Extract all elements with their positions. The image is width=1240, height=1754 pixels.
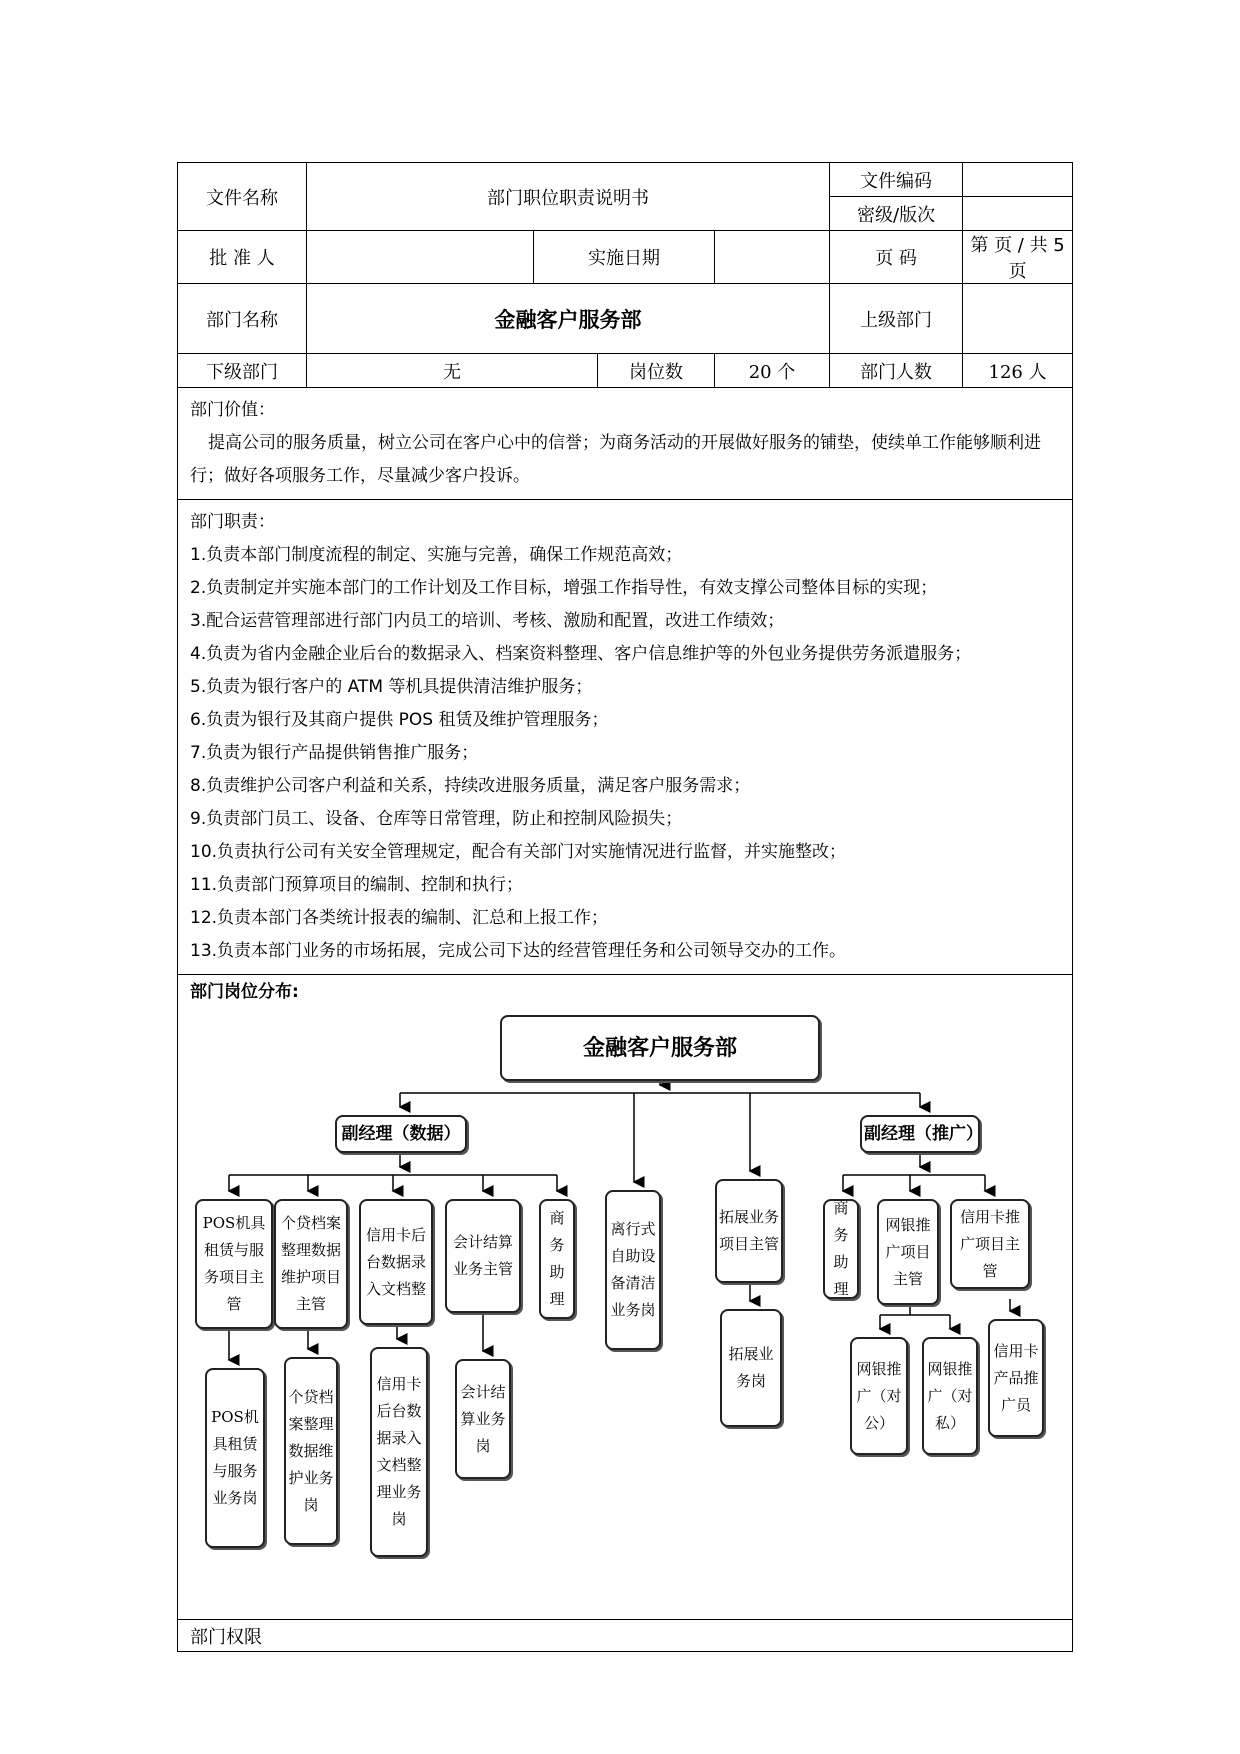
org-card-backend-supervisor: 信用卡后台数据录入文档整 — [359, 1199, 433, 1325]
org-pos-staff: POS机具租赁与服务业务岗 — [205, 1368, 265, 1548]
security-label: 密级/版次 — [830, 197, 963, 231]
duty-item: 11.负责部门预算项目的编制、控制和执行； — [190, 875, 524, 895]
org-expansion-supervisor: 拓展业务项目主管 — [715, 1179, 783, 1283]
duty-item: 13.负责本部门业务的市场拓展，完成公司下达的经营管理任务和公司领导交办的工作。 — [190, 941, 847, 961]
approver-value — [307, 231, 534, 284]
info-table — [177, 162, 1073, 1652]
headcount-value: 126 人 — [963, 354, 1073, 388]
parent-dept-label: 上级部门 — [830, 284, 963, 354]
org-biz-assistant-2: 商务助理 — [823, 1199, 859, 1299]
org-ebank-private: 网银推广（对私） — [922, 1337, 978, 1455]
org-ebank-corp: 网银推广（对公） — [850, 1337, 908, 1455]
duty-item: 6.负责为银行及其商户提供 POS 租赁及维护管理服务； — [190, 710, 609, 730]
page-label: 页 码 — [830, 231, 963, 284]
dept-duties-section — [178, 500, 1073, 975]
file-name-label: 文件名称 — [178, 163, 307, 231]
positions-value: 20 个 — [715, 354, 830, 388]
duty-item: 2.负责制定并实施本部门的工作计划及工作目标，增强工作指导性，有效支撑公司整体目标的实现； — [190, 578, 938, 598]
duty-item: 9.负责部门员工、设备、仓库等日常管理，防止和控制风险损失； — [190, 809, 683, 829]
impl-date-value — [715, 231, 830, 284]
duty-item: 10.负责执行公司有关安全管理规定，配合有关部门对实施情况进行监督，并实施整改； — [190, 842, 847, 862]
sub-dept-label: 下级部门 — [178, 354, 307, 388]
org-loan-staff: 个贷档案整理数据维护业务岗 — [284, 1357, 338, 1545]
document — [177, 162, 1072, 1652]
org-atm-clean: 离行式自助设备清洁业务岗 — [605, 1190, 661, 1350]
org-root: 金融客户服务部 — [500, 1015, 820, 1081]
approver-label: 批 准 人 — [178, 231, 307, 284]
org-vp-data: 副经理（数据） — [335, 1115, 467, 1153]
dept-name-value: 金融客户服务部 — [307, 284, 830, 354]
dept-name-label: 部门名称 — [178, 284, 307, 354]
sub-dept-value: 无 — [307, 354, 598, 388]
impl-date-label: 实施日期 — [534, 231, 715, 284]
org-ebank-supervisor: 网银推广项目主管 — [877, 1199, 939, 1305]
org-accounting-supervisor: 会计结算业务主管 — [445, 1199, 521, 1313]
file-code-label: 文件编码 — [830, 163, 963, 197]
org-biz-assistant-1: 商务助理 — [539, 1199, 575, 1319]
page-value: 第 页 / 共 5 页 — [963, 231, 1073, 284]
duty-item: 8.负责维护公司客户利益和关系，持续改进服务质量，满足客户服务需求； — [190, 776, 751, 796]
parent-dept-value — [963, 284, 1073, 354]
file-code-value — [963, 163, 1073, 197]
duty-item: 7.负责为银行产品提供销售推广服务； — [190, 743, 479, 763]
dept-value-text: 提高公司的服务质量，树立公司在客户心中的信誉；为商务活动的开展做好服务的铺垫，使续单工作能够顺利进行；做好各项服务工作，尽量减少客户投诉。 — [190, 433, 1041, 486]
org-chart — [190, 1005, 1060, 1615]
duty-item: 3.配合运营管理部进行部门内员工的培训、考核、激励和配置，改进工作绩效； — [190, 611, 785, 631]
security-value — [963, 197, 1073, 231]
org-card-promo-supervisor: 信用卡推广项目主管 — [950, 1199, 1030, 1289]
duty-item: 4.负责为省内金融企业后台的数据录入、档案资料整理、客户信息维护等的外包业务提供劳务派遣服务； — [190, 644, 972, 664]
org-pos-supervisor: POS机具租赁与服务项目主管 — [195, 1199, 273, 1329]
file-name-value: 部门职位职责说明书 — [307, 163, 830, 231]
dept-authority: 部门权限 — [178, 1620, 1073, 1652]
org-expansion-staff: 拓展业务岗 — [720, 1309, 782, 1427]
dept-value-section — [178, 388, 1073, 500]
duty-item: 5.负责为银行客户的 ATM 等机具提供清洁维护服务； — [190, 677, 593, 697]
dept-value-title: 部门价值： — [190, 400, 275, 420]
org-card-product-promo: 信用卡产品推广员 — [988, 1319, 1044, 1437]
duty-item: 12.负责本部门各类统计报表的编制、汇总和上报工作； — [190, 908, 609, 928]
org-loan-supervisor: 个贷档案整理数据维护项目主管 — [274, 1199, 348, 1329]
positions-label: 岗位数 — [598, 354, 715, 388]
org-title: 部门岗位分布: — [190, 982, 299, 1002]
org-accounting-staff: 会计结算业务岗 — [455, 1359, 511, 1479]
org-section — [178, 975, 1073, 1620]
org-card-backend-staff: 信用卡后台数据录入文档整理业务岗 — [370, 1347, 428, 1557]
org-vp-promo: 副经理（推广） — [860, 1115, 980, 1153]
headcount-label: 部门人数 — [830, 354, 963, 388]
duty-item: 1.负责本部门制度流程的制定、实施与完善，确保工作规范高效； — [190, 545, 683, 565]
duties-title: 部门职责： — [190, 512, 275, 532]
